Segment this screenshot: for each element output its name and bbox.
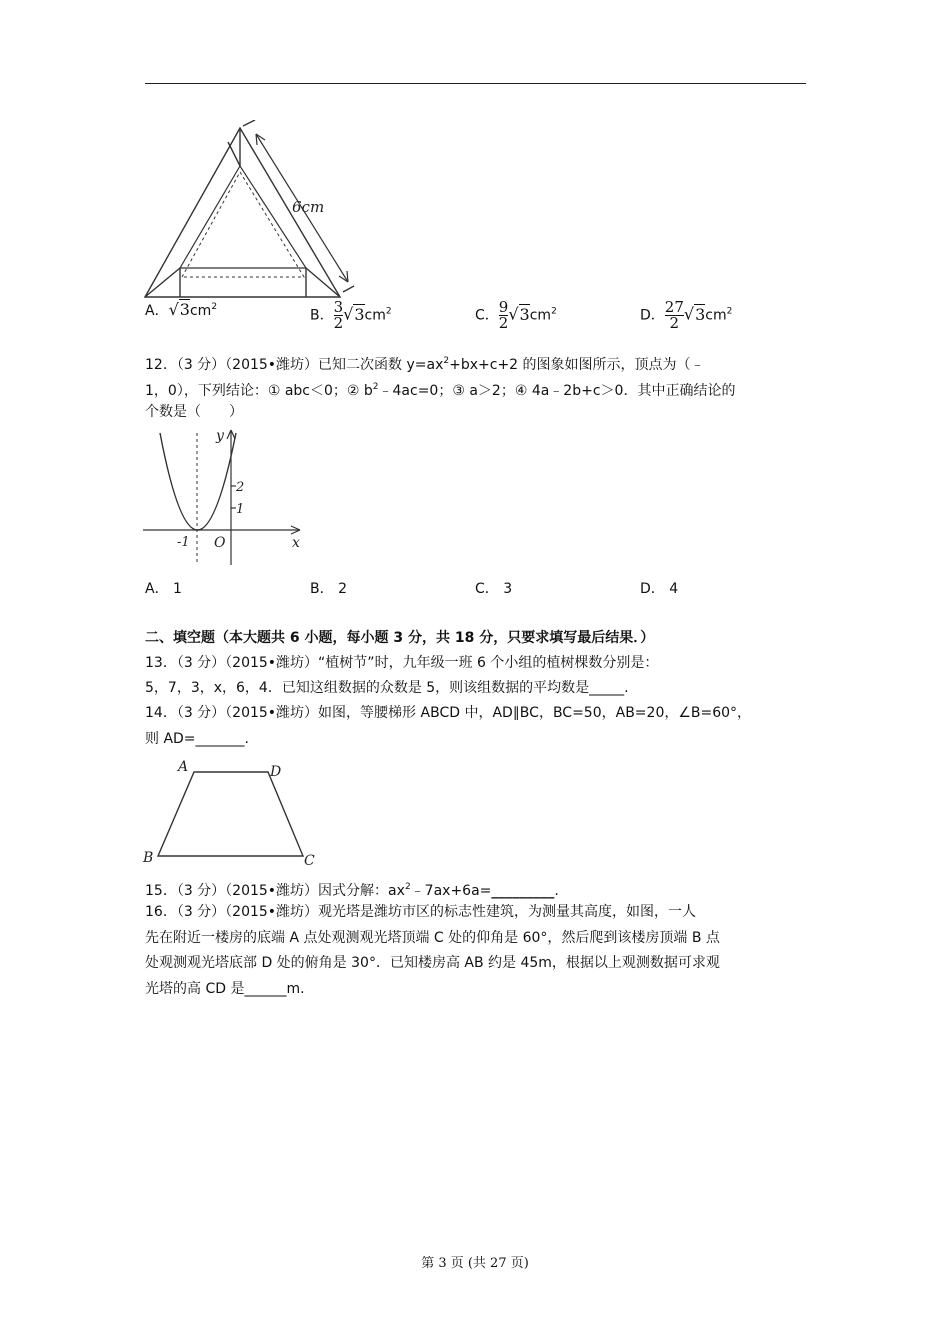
option-letter: B． [310,581,334,597]
tick-label-2: 2 [236,480,245,495]
q11-triangle-figure [140,120,365,302]
parabola-curve [160,433,236,530]
q15-line [145,875,807,903]
answer-blank[interactable]: _________ [491,883,555,899]
unit: cm [364,307,386,324]
fraction [334,300,344,331]
side-length-label: 6cm [292,198,325,216]
option-value: 4 [669,581,679,597]
unit: cm [529,307,552,324]
option-letter: C． [475,581,499,597]
tick-label-1: 1 [236,502,245,517]
unit-power: 2 [726,306,733,317]
text: 12．（3 分）（2015•潍坊）已知二次函数 y=ax [145,357,444,373]
option-letter: B． [310,307,334,324]
sqrt-symbol: √3 [683,304,706,324]
inner-triangle [180,166,306,268]
q12-option-b[interactable] [310,578,347,598]
q14-line-1: 14．（3 分）（2015•潍坊）如图，等腰梯形 ABCD 中，AD∥BC，BC=50，AB=20，∠B=60°， [145,705,752,721]
sqrt-symbol: √3 [168,300,190,319]
option-letter: C． [475,307,499,324]
sqrt-symbol: √3 [508,304,530,324]
q12-parabola-graph [140,425,310,570]
q11-option-c[interactable] [475,300,557,331]
q16-line-3: 处观测观光塔底部 D 处的俯角是 30°．已知楼房高 AB 约是 45m，根据以上观测数据可求观 [145,955,720,971]
header-rule [145,83,806,84]
vertex-label-c: C [304,853,315,869]
radicand: 3 [695,304,706,324]
tick-label-neg-1: -1 [177,535,190,550]
q11-option-d[interactable] [640,300,732,331]
option-letter: D． [640,581,665,597]
q13-line-2: 5，7，3，x，6，4．已知这组数据的众数是 5，则该组数据的平均数是_____. [145,680,629,696]
text: ﹣7ax+6a= [410,883,492,899]
option-value: 1 [173,581,182,597]
radicand: 3 [179,300,190,319]
option-value: 3 [503,581,513,597]
unit: cm [189,303,212,319]
origin-label: O [214,535,226,551]
vertex-label-a: A [178,759,189,775]
q12-line-1 [145,349,807,377]
denominator: 2 [498,314,509,332]
unit-power: 2 [211,302,218,312]
denominator: 2 [665,315,684,331]
q12-option-a[interactable] [145,578,182,598]
fraction [499,300,509,331]
q12-option-c[interactable] [475,578,512,598]
q13-line-1: 13．（3 分）（2015•潍坊）“植树节”时，九年级一班 6 个小组的植树棵数分别是： [145,655,659,671]
unit-power: 2 [385,306,392,317]
unit-power: 2 [551,306,557,317]
page-footer: 第 3 页 (共 27 页) [421,1256,529,1271]
text: . [554,883,559,899]
vertex-label-b: B [143,850,154,866]
q14-line-2: 则 AD=_______. [145,731,249,747]
q11-option-a[interactable] [145,300,217,320]
fraction [665,300,684,331]
q12-line-3: 个数是（ ） [145,404,243,420]
q11-option-b[interactable] [310,300,392,331]
denominator: 2 [333,314,344,332]
option-value: 2 [338,581,347,597]
q16-line-2: 先在附近一楼房的底端 A 点处观测观光塔顶端 C 处的仰角是 60°，然后爬到该楼房顶端 B 点 [145,930,720,946]
superscript: 2 [372,382,379,392]
trapezoid-shape [158,772,303,856]
numerator: 3 [333,298,344,316]
text: 15．（3 分）（2015•潍坊）因式分解：ax [145,883,405,899]
y-axis-label: y [216,428,224,444]
numerator: 27 [664,298,684,316]
unit: cm [705,307,727,324]
q16-line-1: 16．（3 分）（2015•潍坊）观光塔是潍坊市区的标志性建筑，为测量其高度，如图，一人 [145,904,697,920]
q14-trapezoid-figure [140,755,325,870]
radicand: 3 [519,304,530,324]
section-heading: 二、填空题（本大题共 6 小题，每小题 3 分，共 18 分，只要求填写最后结果．） [145,630,655,646]
superscript: 2 [443,356,450,366]
q12-line-2 [145,375,807,403]
sqrt-symbol: √3 [343,304,365,324]
x-axis-label: x [292,535,300,551]
option-letter: D． [640,307,665,324]
numerator: 9 [498,298,509,316]
option-letter: A． [145,303,169,319]
q16-line-4: 光塔的高 CD 是______m. [145,981,305,997]
superscript: 2 [404,882,411,892]
option-letter: A． [145,581,169,597]
text: ﹣4ac=0；③ a＞2；④ 4a﹣2b+c＞0．其中正确结论的 [378,383,736,399]
text: 1，0），下列结论：① abc＜0；② b [145,383,373,399]
vertex-label-d: D [270,764,282,780]
text: +bx+c+2 的图象如图所示，顶点为（﹣ [449,357,705,373]
q12-option-d[interactable] [640,578,678,598]
dotted-fold-triangle [182,172,304,277]
radicand: 3 [354,304,365,324]
